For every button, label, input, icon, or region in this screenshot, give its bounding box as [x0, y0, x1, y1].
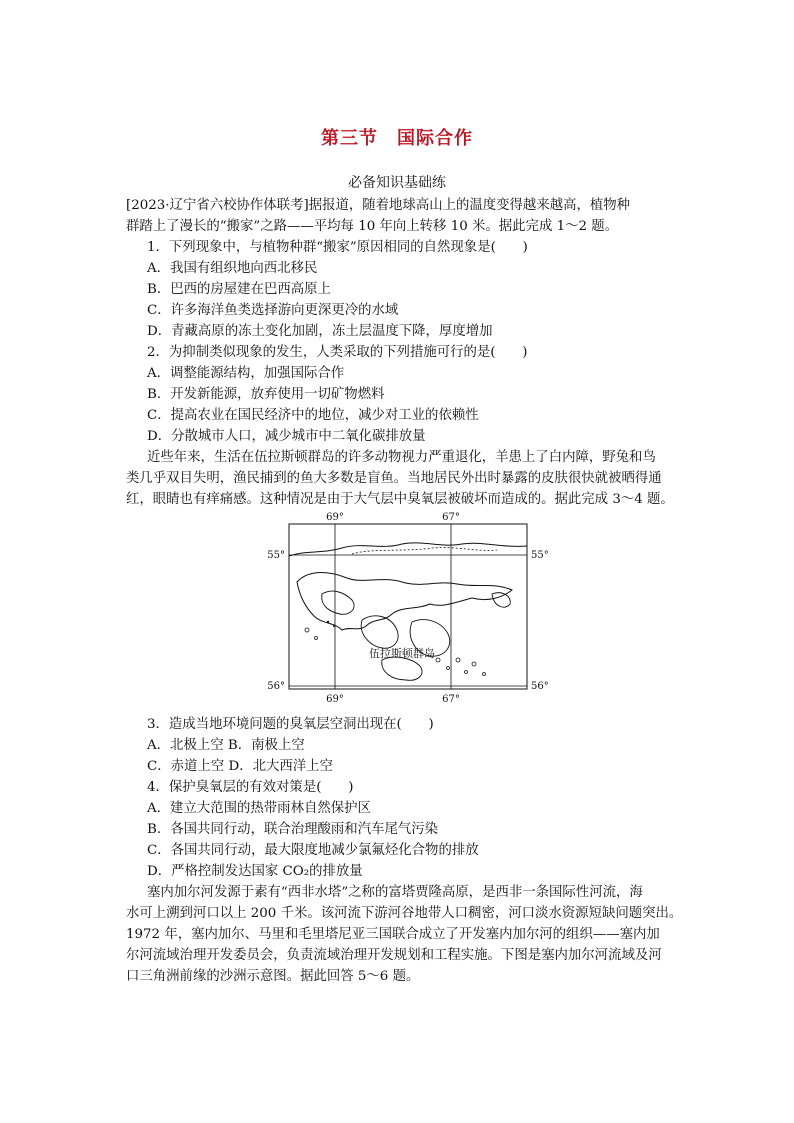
intro-3-line-5: 口三角洲前缘的沙洲示意图。据此回答 5～6 题。 — [126, 969, 420, 984]
question-1-option-a: A．我国有组织地向西北移民 — [147, 261, 318, 276]
islet-10 — [333, 625, 335, 627]
northern-coastline — [289, 543, 527, 556]
label-lon-69-top: 69° — [326, 512, 344, 523]
wollaston-islands-map — [262, 510, 562, 715]
intro-2-line-1: 近些年来，生活在伍拉斯顿群岛的许多动物视力严重退化，羊患上了白内障，野兔和鸟 — [147, 450, 656, 465]
question-4-stem: 4．保护臭氧层的有效对策是( ) — [147, 780, 354, 795]
islet-5 — [456, 658, 460, 662]
label-island-name: 伍拉斯顿群岛 — [369, 647, 435, 660]
island-outline-main — [297, 573, 512, 631]
coast-shoal-line — [352, 548, 497, 554]
question-1-option-b: B．巴西的房屋建在巴西高原上 — [147, 282, 331, 297]
question-1-option-d: D．青藏高原的冻土变化加剧，冻土层温度下降，厚度增加 — [147, 324, 493, 339]
islet-7 — [472, 662, 476, 666]
islet-6 — [465, 671, 468, 674]
island-south-1 — [361, 616, 398, 648]
islet-3 — [436, 658, 440, 662]
label-lon-67-top: 67° — [442, 512, 460, 523]
islet-4 — [447, 667, 450, 670]
island-inner-lake — [322, 591, 354, 614]
question-1-option-c: C．许多海洋鱼类选择游向更深更冷的水域 — [147, 303, 399, 318]
label-lat-56-right: 56° — [531, 681, 549, 692]
question-1-stem: 1．下列现象中，与植物种群“搬家”原因相同的自然现象是( ) — [147, 240, 528, 255]
intro-3-line-4: 尔河流域治理开发委员会，负责流域治理开发规划和工程实施。下图是塞内加尔河流域及河 — [126, 948, 662, 963]
question-3-stem: 3．造成当地环境问题的臭氧层空洞出现在( ) — [147, 717, 434, 732]
island-east-1 — [492, 593, 510, 607]
question-2-option-c: C．提高农业在国民经济中的地位，减少对工业的依赖性 — [147, 408, 479, 423]
label-lon-69-bottom: 69° — [326, 694, 344, 705]
question-3-option-cd: C．赤道上空 D．北大西洋上空 — [147, 759, 333, 774]
intro-3-line-3: 1972 年，塞内加尔、马里和毛里塔尼亚三国联合成立了开发塞内加尔河的组织——塞内加 — [126, 927, 660, 942]
question-4-option-c: C．各国共同行动，最大限度地减少氯氟烃化合物的排放 — [147, 843, 479, 858]
intro-2-line-3: 红，眼睛也有痒痛感。这种情况是由于大气层中臭氧层被破坏而造成的。据此完成 3～4 题。 — [126, 492, 674, 507]
intro-1-line-2: 群踏上了漫长的“搬家”之路——平均每 10 年向上转移 10 米。据此完成 1～2 题。 — [126, 219, 619, 234]
question-2-option-a: A．调整能源结构，加强国际合作 — [147, 366, 345, 381]
islet-9 — [327, 621, 329, 623]
islet-1 — [305, 628, 309, 632]
label-lon-67-bottom: 67° — [442, 694, 460, 705]
question-3-option-ab: A．北极上空 B．南极上空 — [147, 738, 305, 753]
intro-3-line-2: 水可上溯到河口以上 200 千米。该河流下游河谷地带人口稠密，河口淡水资源短缺问题突出。 — [126, 906, 683, 921]
label-lat-56-left: 56° — [267, 681, 285, 692]
intro-2-line-2: 类几乎双目失明，渔民捕到的鱼大多数是盲鱼。当地居民外出时暴露的皮肤很快就被晒得通 — [126, 471, 662, 486]
label-lat-55-right: 55° — [531, 550, 549, 561]
label-lat-55-left: 55° — [267, 550, 285, 561]
intro-1-line-1: [2023·辽宁省六校协作体联考]据报道，随着地球高山上的温度变得越来越高，植物种 — [126, 198, 631, 213]
question-2-stem: 2．为抑制类似现象的发生，人类采取的下列措施可行的是( ) — [147, 345, 528, 360]
intro-3-line-1: 塞内加尔河发源于素有“西非水塔”之称的富塔贾隆高原，是西非一条国际性河流，海 — [147, 885, 643, 900]
section-heading: 必备知识基础练 — [348, 175, 446, 191]
question-4-option-a: A．建立大范围的热带雨林自然保护区 — [147, 801, 371, 816]
question-4-option-b: B．各国共同行动，联合治理酸雨和汽车尾气污染 — [147, 822, 439, 837]
page-title: 第三节 国际合作 — [321, 128, 473, 149]
question-4-option-d: D．严格控制发达国家 CO₂的排放量 — [147, 864, 363, 879]
map-svg — [262, 510, 562, 715]
question-2-option-b: B．开发新能源，放弃使用一切矿物燃料 — [147, 387, 385, 402]
text-block-upper — [126, 195, 674, 510]
text-block-lower — [126, 714, 683, 987]
question-2-option-d: D．分散城市人口，减少城市中二氧化碳排放量 — [147, 429, 426, 444]
islet-8 — [483, 673, 486, 676]
island-south-3 — [382, 657, 422, 680]
islet-2 — [315, 637, 318, 640]
